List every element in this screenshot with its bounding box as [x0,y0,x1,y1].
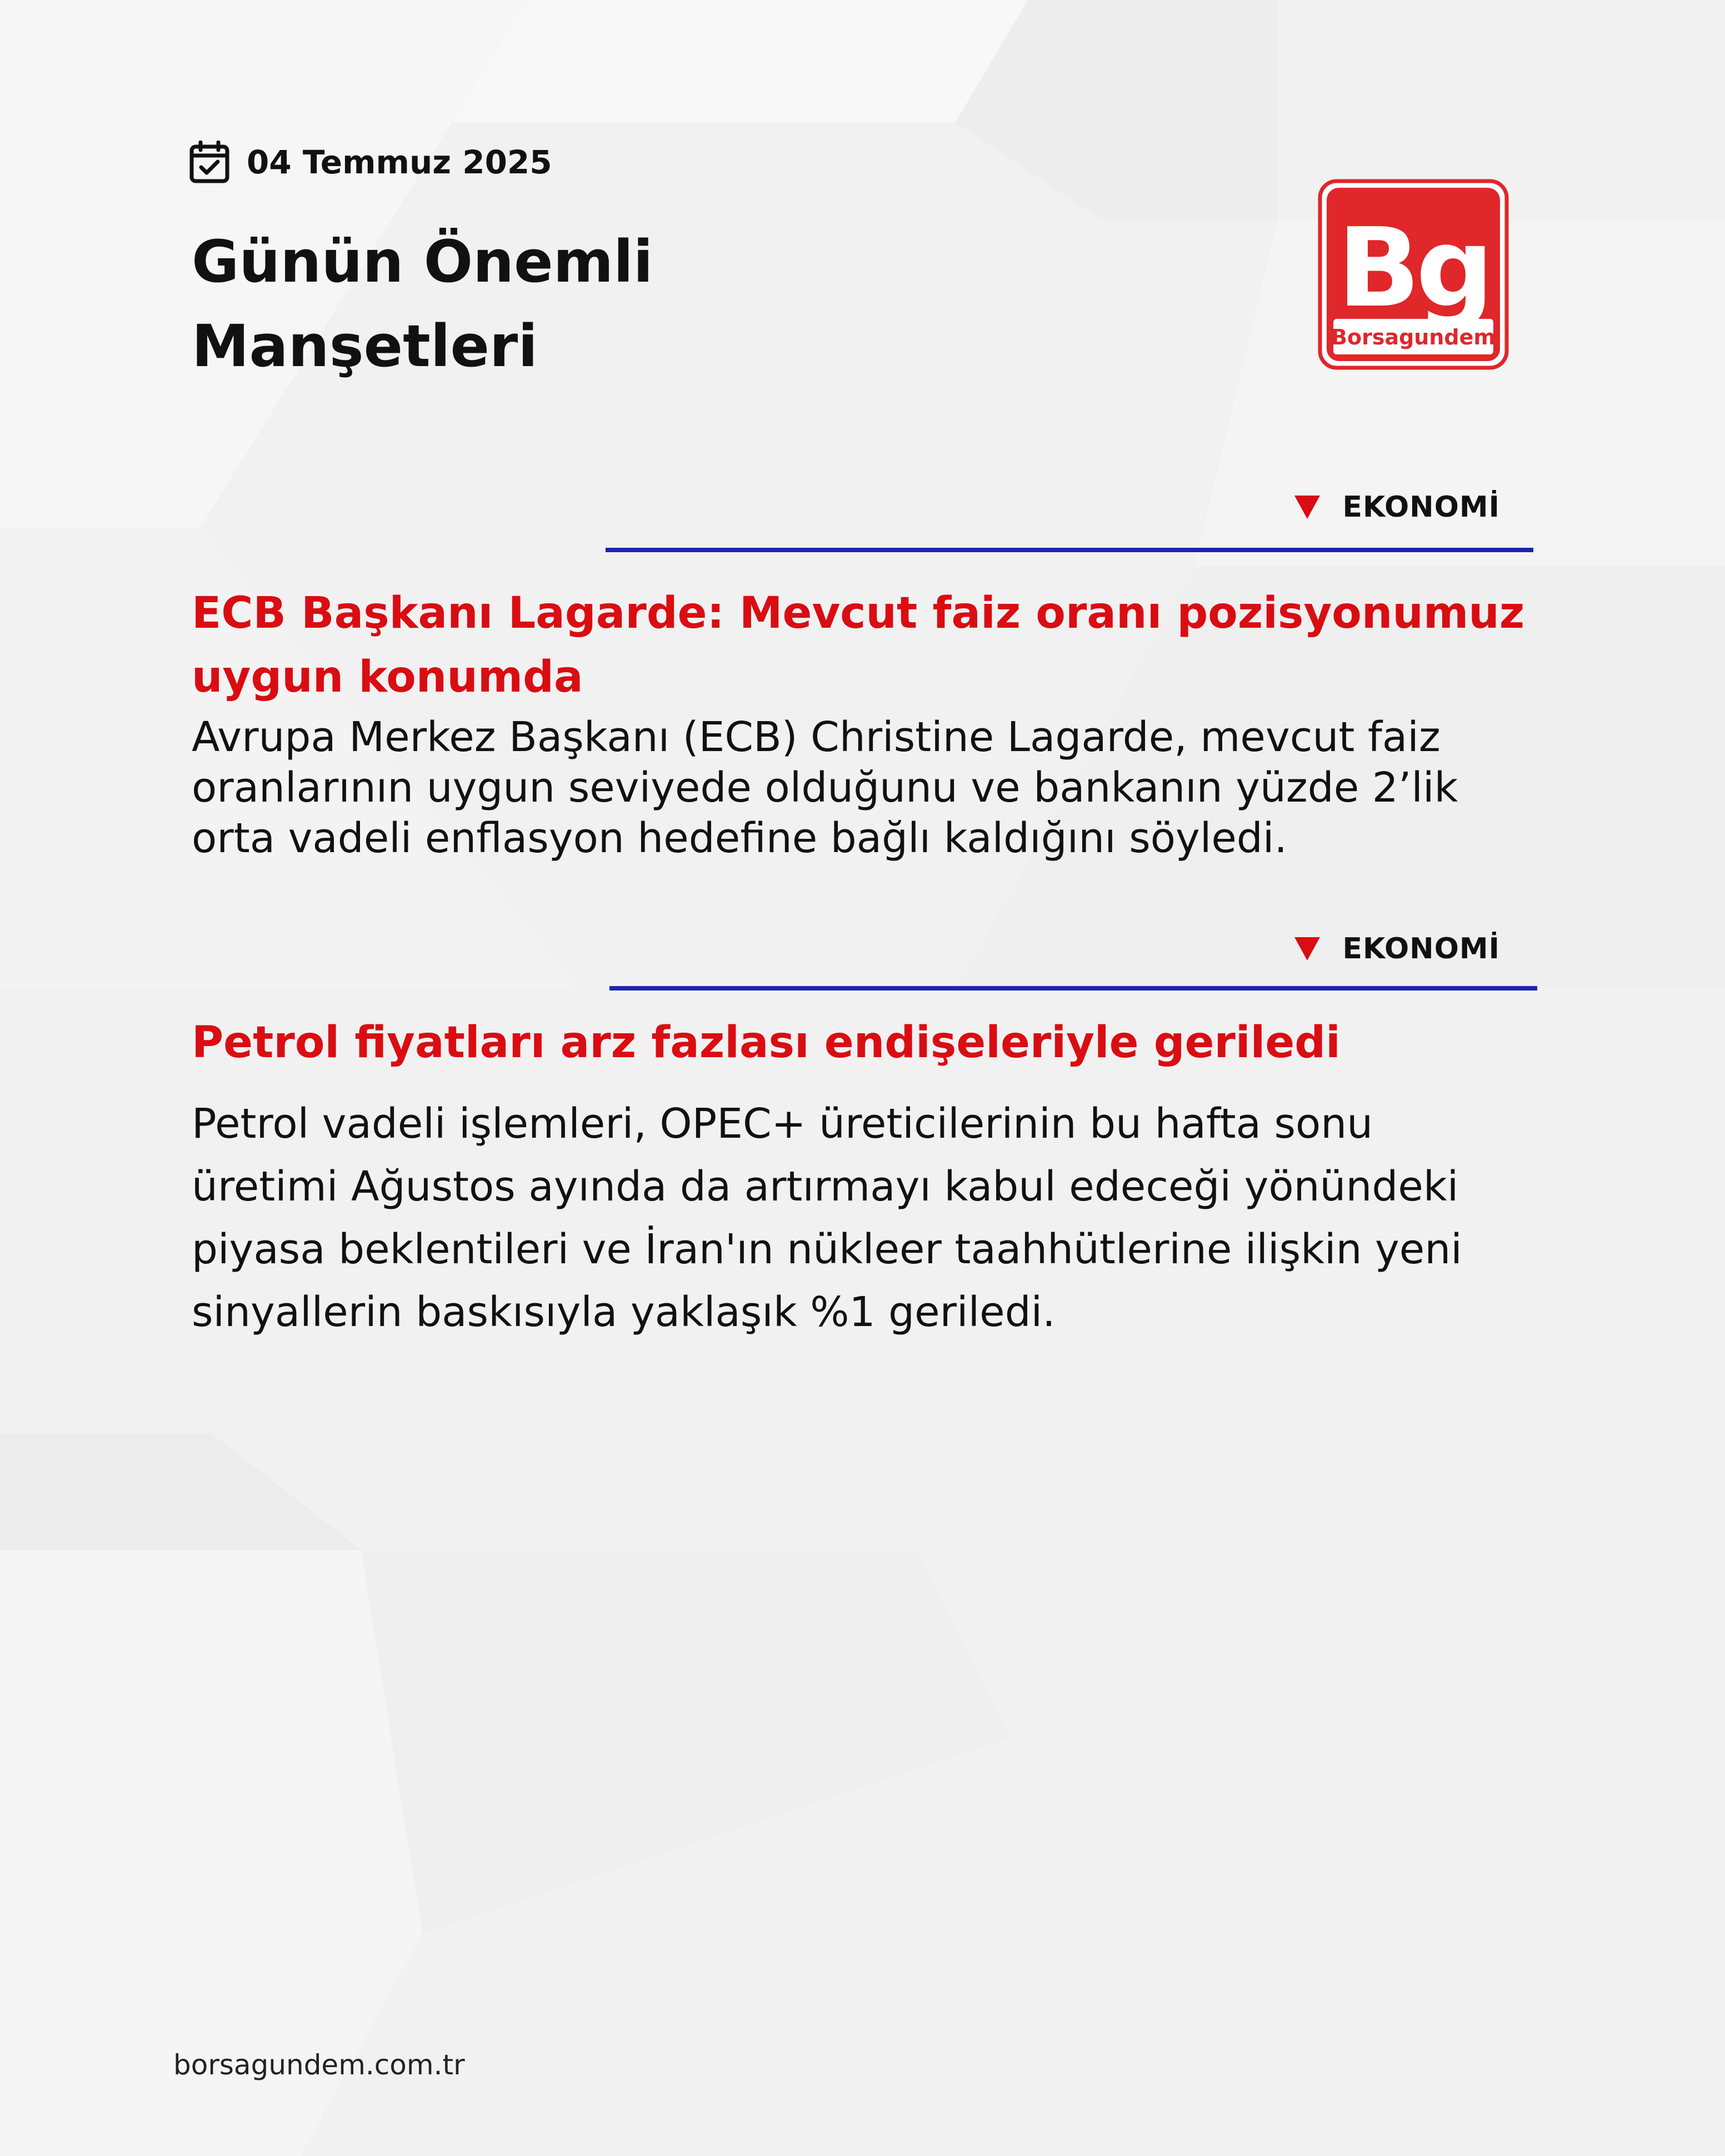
headline-2: Petrol fiyatları arz fazlası endişeleriyle geriledi [192,1018,1341,1068]
category-text-1: EKONOMİ [1342,491,1500,524]
page-title [192,219,969,388]
page-title-line-2: Manşetleri [192,312,538,380]
category-label-2 [1167,927,1500,971]
logo-wordmark: Borsagundem [1331,325,1496,349]
article-body-1: Avrupa Merkez Başkanı (ECB) Christine Lagarde, mevcut faiz oranlarının uygun seviyede olduğunu ve bankanın yüzde 2’lik orta vadeli enflasyon hedefine bağlı kaldığını söyledi. [192,713,1458,862]
logo-mark: Bg [1337,205,1489,332]
headline-1: ECB Başkanı Lagarde: Mevcut faiz oranı pozisyonumuz uygun konumda [192,588,1525,702]
article-body-2: Petrol vadeli işlemleri, OPEC+ üreticilerinin bu hafta sonu üretimi Ağustos ayında da artırmayı kabul edeceği yönündeki piyasa beklentileri ve İran'ın nükleer taahhütlerine ilişkin yeni sinyallerin baskısıyla yaklaşık %1 geriledi. [192,1100,1462,1336]
calendar-check-icon [189,141,230,184]
category-text-2: EKONOMİ [1342,932,1500,966]
section-divider-1 [606,548,1533,552]
triangle-down-icon [1294,937,1320,961]
category-label-1 [1167,485,1500,529]
borsagundem-logo [1318,179,1509,370]
footer-website-link[interactable]: borsagundem.com.tr [173,2049,465,2081]
triangle-down-icon [1294,496,1320,519]
section-divider-2 [609,986,1537,991]
page-title-line-1: Günün Önemli [192,228,653,296]
date-row [189,139,552,186]
date-label: 04 Temmuz 2025 [247,143,552,181]
